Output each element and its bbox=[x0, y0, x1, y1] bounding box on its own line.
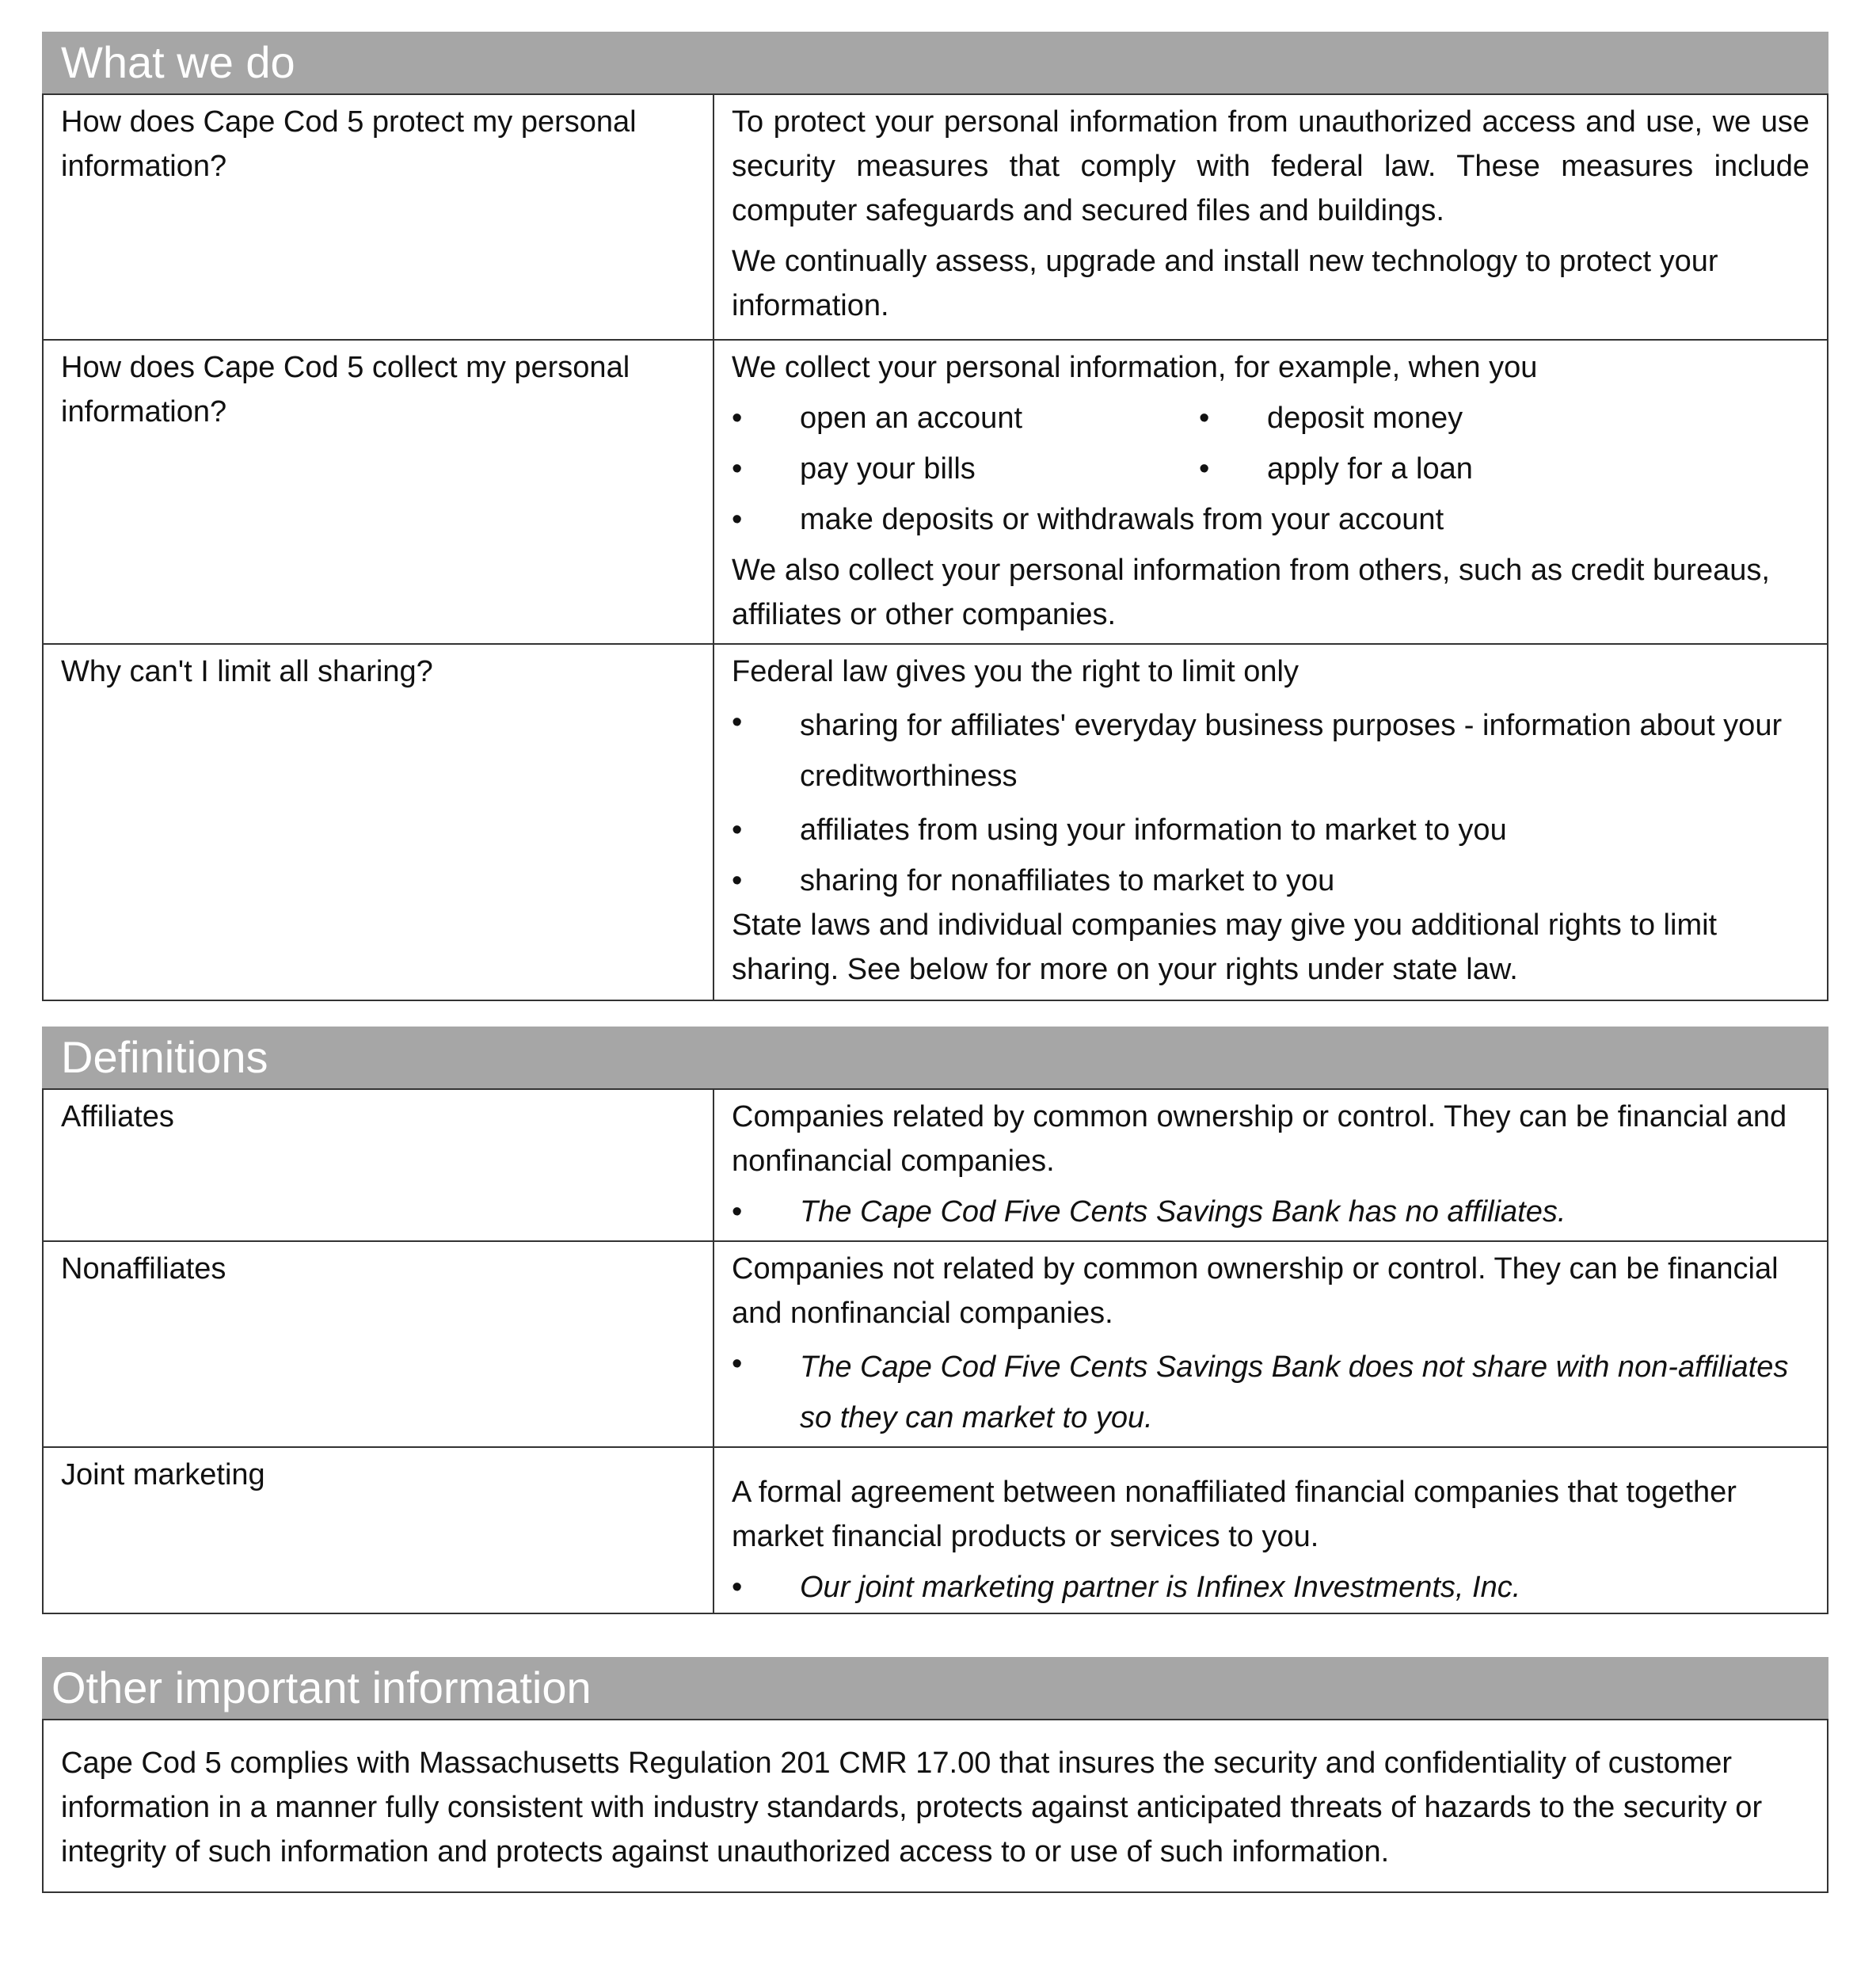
list-item-text: pay your bills bbox=[800, 452, 976, 486]
bullet-marker: • bbox=[732, 1195, 743, 1228]
section-header: Definitions bbox=[42, 1027, 1828, 1088]
what-we-do-table bbox=[42, 93, 1828, 1001]
section-header: What we do bbox=[42, 32, 1828, 93]
table-row bbox=[43, 340, 1828, 644]
other-info-text: Cape Cod 5 complies with Massachusetts Regulation 201 CMR 17.00 that insures the security and confidentiality of customer information in a manner fully consistent with industry standards, protects against anticipated threats of hazards to the security or integrity of such information and protects against unauthorized access to or use of such information. bbox=[61, 1747, 1763, 1868]
bullet-grid bbox=[732, 396, 1809, 497]
answer-paragraph: We collect your personal information, for example, when you bbox=[732, 351, 1538, 384]
bullet-marker: • bbox=[732, 706, 743, 739]
answer-paragraph: We also collect your personal information from others, such as credit bureaus, affiliates or other companies. bbox=[732, 554, 1770, 631]
question-cell: Why can't I limit all sharing? bbox=[43, 644, 713, 1000]
list-item-text: make deposits or withdrawals from your account bbox=[800, 503, 1444, 536]
definition-cell bbox=[713, 1089, 1828, 1241]
answer-paragraph: State laws and individual companies may give you additional rights to limit sharing. See below for more on your rights under state law. bbox=[732, 909, 1718, 986]
bullet-marker: • bbox=[732, 452, 743, 486]
list-item-text: deposit money bbox=[1267, 402, 1463, 435]
list-item bbox=[732, 396, 1199, 440]
other-info-box bbox=[42, 1719, 1828, 1893]
bullet-marker: • bbox=[732, 402, 743, 435]
term-cell: Affiliates bbox=[43, 1089, 713, 1241]
question-cell: How does Cape Cod 5 collect my personal information? bbox=[43, 340, 713, 644]
term-cell: Nonaffiliates bbox=[43, 1241, 713, 1447]
definition-text: Companies not related by common ownership or control. They can be financial and nonfinancial companies. bbox=[732, 1252, 1779, 1330]
table-row bbox=[43, 94, 1828, 340]
table-row bbox=[43, 644, 1828, 1000]
list-item-text: affiliates from using your information to market to you bbox=[800, 813, 1507, 847]
list-item bbox=[1199, 447, 1809, 491]
bullet-marker: • bbox=[732, 1571, 743, 1604]
bullet-marker: • bbox=[1199, 402, 1210, 435]
bullet-marker: • bbox=[732, 1347, 743, 1381]
list-item bbox=[732, 1190, 1809, 1234]
list-item bbox=[732, 1342, 1809, 1443]
definition-note: Our joint marketing partner is Infinex Investments, Inc. bbox=[800, 1571, 1521, 1604]
definition-note: The Cape Cod Five Cents Savings Bank does not share with non-affiliates so they can market to you. bbox=[800, 1350, 1789, 1434]
definitions-table bbox=[42, 1088, 1828, 1614]
list-item bbox=[732, 447, 1199, 491]
section-header: Other important information bbox=[42, 1657, 1828, 1719]
bullet-marker: • bbox=[732, 503, 743, 536]
definition-cell bbox=[713, 1447, 1828, 1613]
answer-cell bbox=[713, 94, 1828, 340]
table-row bbox=[43, 1447, 1828, 1613]
answer-cell bbox=[713, 644, 1828, 1000]
bullet-marker: • bbox=[1199, 452, 1210, 486]
list-item bbox=[732, 497, 1809, 542]
term-cell: Joint marketing bbox=[43, 1447, 713, 1613]
list-item-text: sharing for affiliates' everyday business purposes - information about your creditworthiness bbox=[800, 709, 1783, 793]
list-item bbox=[1199, 396, 1809, 440]
definition-text: Companies related by common ownership or control. They can be financial and nonfinancial companies. bbox=[732, 1100, 1787, 1178]
answer-paragraph: We continually assess, upgrade and install new technology to protect your information. bbox=[732, 245, 1718, 322]
definition-cell bbox=[713, 1241, 1828, 1447]
question-cell: How does Cape Cod 5 protect my personal information? bbox=[43, 94, 713, 340]
list-item-text: apply for a loan bbox=[1267, 452, 1473, 486]
other-info-section bbox=[42, 1657, 1828, 1893]
bullet-marker: • bbox=[732, 813, 743, 847]
table-row bbox=[43, 1241, 1828, 1447]
definition-text: A formal agreement between nonaffiliated financial companies that together market financial products or services to you. bbox=[732, 1476, 1737, 1553]
list-item bbox=[732, 1565, 1809, 1609]
list-item bbox=[732, 859, 1809, 903]
answer-cell bbox=[713, 340, 1828, 644]
list-item bbox=[732, 700, 1809, 802]
list-item-text: sharing for nonaffiliates to market to you bbox=[800, 864, 1335, 897]
list-item bbox=[732, 808, 1809, 852]
what-we-do-section bbox=[42, 32, 1828, 1001]
definition-note: The Cape Cod Five Cents Savings Bank has no affiliates. bbox=[800, 1195, 1566, 1228]
table-row bbox=[43, 1089, 1828, 1241]
bullet-marker: • bbox=[732, 864, 743, 897]
answer-paragraph: To protect your personal information from unauthorized access and use, we use security measures that comply with federal law. These measures include computer safeguards and secured files and buildings. bbox=[732, 105, 1809, 227]
definitions-section bbox=[42, 1027, 1828, 1614]
answer-paragraph: Federal law gives you the right to limit only bbox=[732, 655, 1299, 688]
list-item-text: open an account bbox=[800, 402, 1023, 435]
